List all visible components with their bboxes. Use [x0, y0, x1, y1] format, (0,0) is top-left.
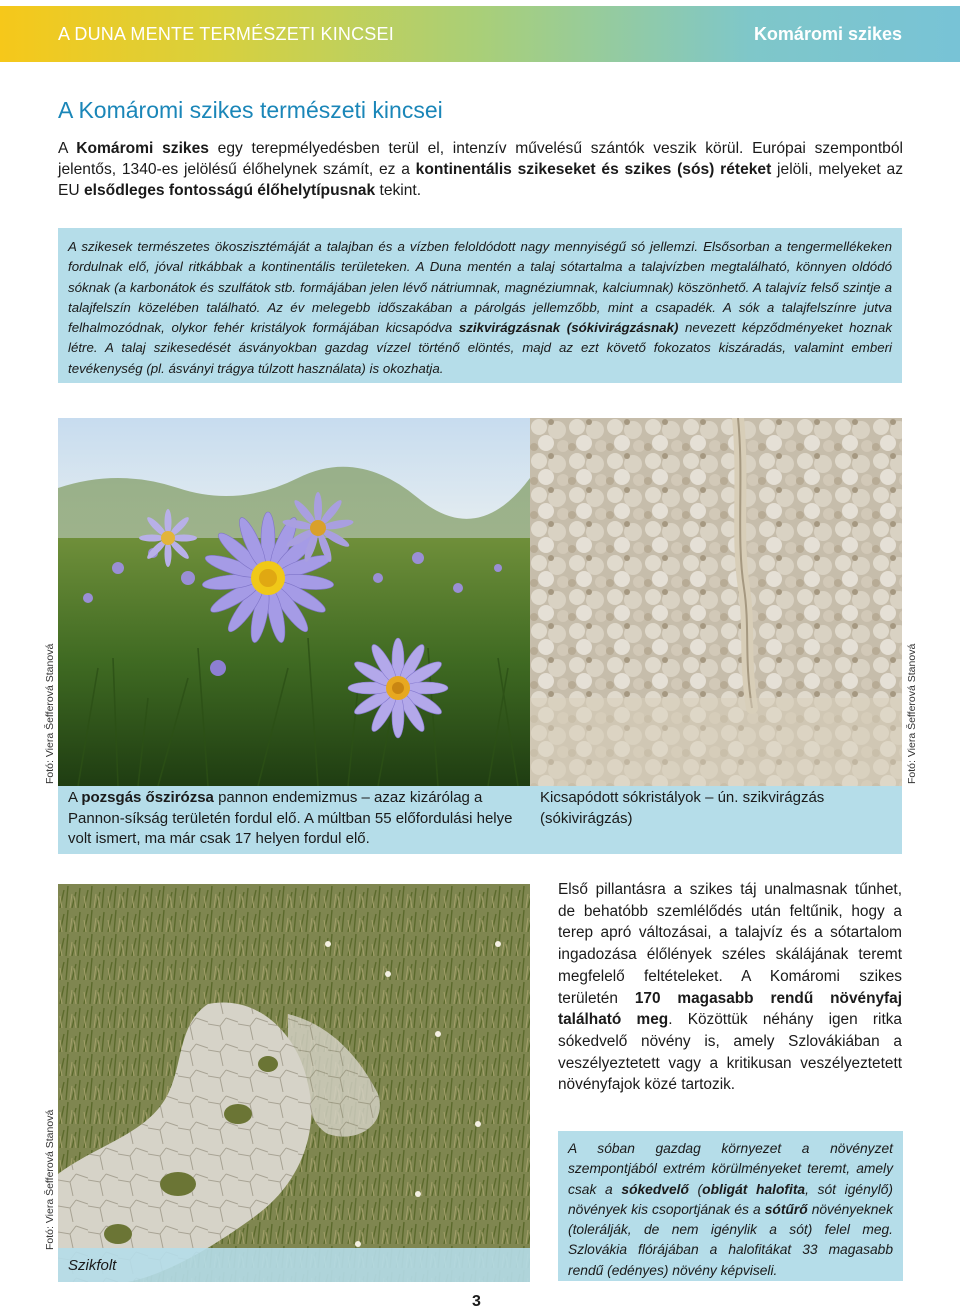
note-text: , sót igénylő) növények kis csoportjának és a [568, 1181, 893, 1217]
saline-patch-photo [58, 884, 530, 1282]
note-text: ( [688, 1181, 703, 1197]
photo-credit-left-top: Fotó: Viera Šefferová Stanová [44, 643, 56, 784]
caption-bold: pozsgás őszirózsa [81, 789, 214, 806]
page-title: A Komáromi szikes természeti kincsei [58, 97, 443, 123]
intro-paragraph [58, 138, 903, 201]
aster-caption [58, 786, 530, 854]
intro-bold: Komáromi szikes [76, 140, 209, 157]
page-header [0, 6, 960, 62]
location-title: Komáromi szikes [753, 24, 902, 44]
body-bold: 170 magasabb rendű növényfaj található meg [558, 989, 903, 1029]
caption-text: Szikfolt [68, 1257, 117, 1274]
caption-text: Kicsapódott sókristályok – ún. szikvirágzás (sókivirágzás) [540, 789, 825, 827]
photo-credit-right-top: Fotó: Viera Šefferová Stanová [906, 643, 918, 784]
body-text: . Közöttük néhány igen ritka sókedvelő növény is, amely Szlovákiában a veszélyeztetett vagy a kritikusan veszélyeztetett növényfajok közé tartozik. [558, 1011, 902, 1094]
section-title: A DUNA MENTE TERMÉSZETI KINCSEI [58, 24, 394, 44]
caption-text: pannon endemizmus – azaz kizárólag a Pannon-síkság területén fordul elő. A múltban 55 előfordulási helye volt ismert, ma már csak 17 helyen fordul elő. [68, 789, 513, 847]
caption-text: A [68, 789, 82, 806]
salt-caption [530, 786, 902, 854]
note-bold: sótűrő [764, 1201, 808, 1217]
body-paragraph [558, 879, 902, 1096]
intro-text: jelöli, melyeket az EU [58, 161, 903, 199]
body-text: Első pillantásra a szikes táj unalmasnak tűnhet, de behatóbb szemlélődés után feltűnik, hogy a terep apró változásai, a talajvíz és a sótartalom ingadozása élőlények széles skálájának teremt megfelelő feltételeket. A Komáromi szikes területén [558, 881, 902, 1007]
note-text: növényeknek (tolerálják, de nem igénylik a sót) felel meg. Szlovákia flórájában a halofitákat 33 magasabb rendű (edényes) növény képviseli. [568, 1201, 894, 1278]
note-text: A sóban gazdag környezet a növényzet szempontjából extrém körülményeket teremt, amely csak a [568, 1141, 893, 1197]
intro-bold: kontinentális szikeseket és szikes (sós) réteket [415, 161, 772, 178]
page-number: 3 [472, 1293, 481, 1310]
salt-crystals-photo [530, 418, 902, 786]
intro-text: egy terepmélyedésben terül el, intenzív művelésű szántók veszik körül. Európai szempontból jelentős, 1340-es jelölésű élőhelynek számít, ez a [58, 140, 903, 178]
intro-text: tekint. [375, 182, 422, 199]
info-text: nevezett képződményeket hoznak létre. A talaj szikesedését ásványokban gazdag vízzel történő elöntés, majd az ezt követő fokozatos kiszáradás, valamint emberi tevékenység (pl. ásványi trágya túlzott használata) is okozhatja. [68, 320, 892, 376]
info-box [58, 228, 902, 383]
halophyte-note-box [558, 1131, 903, 1281]
info-bold: szikvirágzásnak (sókivirágzásnak) [458, 320, 679, 336]
note-bold: obligát halofita [702, 1181, 806, 1197]
intro-text: A [58, 140, 77, 157]
note-bold: sókedvelő [621, 1181, 689, 1197]
szikfolt-caption [58, 1248, 530, 1282]
info-text: A szikesek természetes ökoszisztémáját a talajban és a vízben feloldódott nagy mennyiségű só jellemzi. Elsősorban a tengermellékeken fordulnak elő, jóval ritkábbak a kontinentális területeken. A Duna mentén a talaj sótartalma a talajvízben megtalálható, könnyen oldódó sóknak (a karbonátok és szulfátok stb. formájában jelen lévő nátriumnak, magnéziumnak, kalciumnak) köszönhető. A talajvíz felső szintje a talajfelszín közelében található. Az év melegebb időszakában a párolgás jellemzőbb, mint a csapadék. A sók a talajfelszínre jutva felhalmozódnak, olykor fehér kristályok formájában kicsapódva [68, 239, 892, 336]
intro-bold: elsődleges fontosságú élőhelytípusnak [84, 182, 376, 199]
photo-credit-left-bottom: Fotó: Viera Šefferová Stanová [44, 1109, 56, 1250]
aster-photo [58, 418, 530, 786]
